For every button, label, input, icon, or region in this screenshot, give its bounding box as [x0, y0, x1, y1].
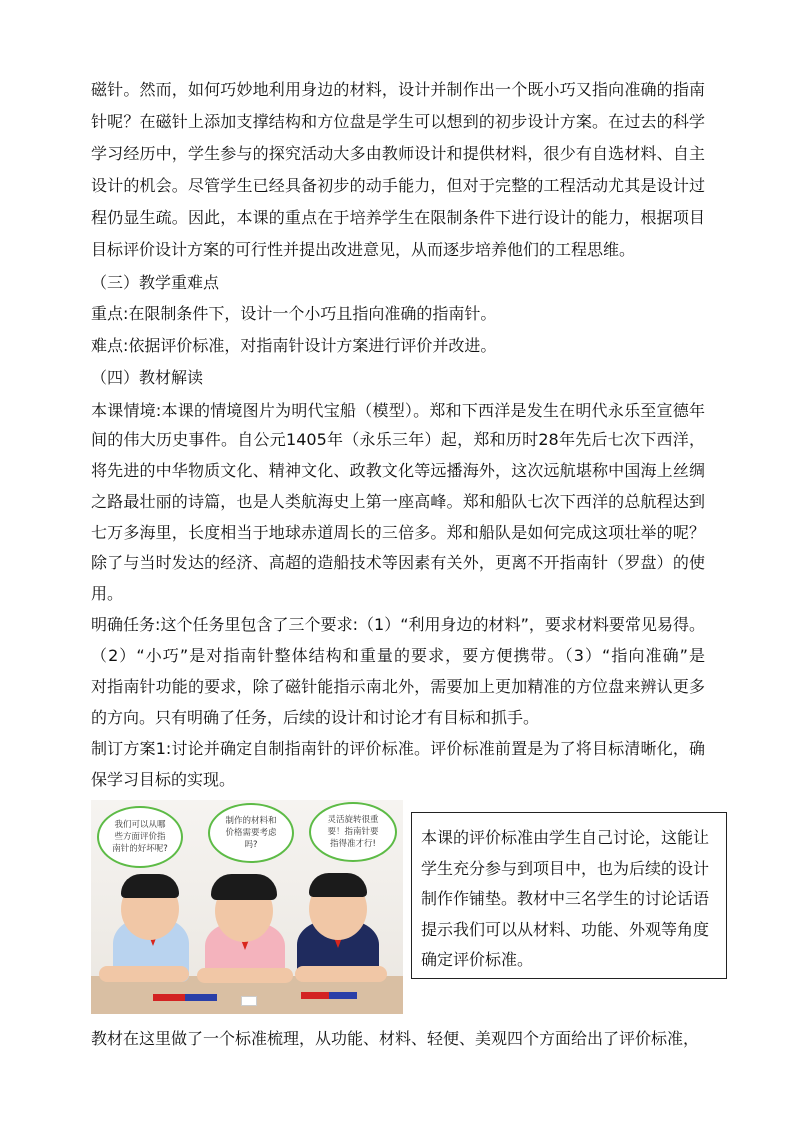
student-right-arm [295, 966, 387, 982]
text-line: 本课情境:本课的情境图片为明代宝船（模型）。郑和下西洋是发生在明代永乐至宣德年 [91, 401, 705, 420]
text-line: （三）教学重难点 [91, 273, 220, 292]
text-line: （四）教材解读 [91, 368, 204, 387]
text-line: 七万多海里，长度相当于地球赤道周长的三倍多。郑和船队是如何完成这项壮举的呢？ [91, 523, 705, 542]
text-line: 针呢？在磁针上添加支撑结构和方位盘是学生可以想到的初步设计方案。在过去的科学 [91, 112, 705, 131]
speech-bubble-right [309, 802, 397, 862]
text-line: 间的伟大历史事件。自公元1405年（永乐三年）起，郑和历时28年先后七次下西洋， [91, 430, 705, 449]
student-left-hair [121, 874, 179, 898]
text-line: 用。 [91, 584, 124, 603]
text-line: 重点:在限制条件下，设计一个小巧且指向准确的指南针。 [91, 304, 497, 323]
student-middle-hair [211, 874, 277, 900]
speech-bubble-middle [208, 803, 294, 863]
text-line: 保学习目标的实现。 [91, 770, 236, 789]
student-left-arm [99, 966, 189, 982]
text-line: 之路最壮丽的诗篇，也是人类航海史上第一座高峰。郑和船队七次下西洋的总航程达到 [91, 492, 705, 511]
annotation-box: 本课的评价标准由学生自己讨论，这能让学生充分参与到项目中，也为后续的设计制作作铺垫。教材中三名学生的讨论话语提示我们可以从材料、功能、外观等角度确定评价标准。 [411, 812, 727, 979]
text-line: 目标评价设计方案的可行性并提出改进意见，从而逐步培养他们的工程思维。 [91, 240, 636, 259]
text-line: 制订方案1:讨论并确定自制指南针的评价标准。评价标准前置是为了将目标清晰化，确 [91, 739, 705, 758]
speech-bubble-left-text: 我们可以从哪些方面评价指南针的好坏呢? [112, 820, 168, 854]
text-line: 将先进的中华物质文化、精神文化、政教文化等远播海外，这次远航堪称中国海上丝绸 [91, 461, 705, 480]
student-right-hair [309, 873, 367, 897]
text-line: 设计的机会。尽管学生已经具备初步的动手能力，但对于完整的工程活动尤其是设计过 [91, 176, 705, 195]
text-line: 难点:依据评价标准，对指南针设计方案进行评价并改进。 [91, 336, 497, 355]
text-line: 明确任务:这个任务里包含了三个要求:（1）“利用身边的材料”，要求材料要常见易得。 [91, 615, 705, 634]
text-line: 学习经历中，学生参与的探究活动大多由教师设计和提供材料，很少有自选材料、自主 [91, 144, 705, 163]
paper-card [241, 996, 257, 1006]
text-line: 除了与当时发达的经济、高超的造船技术等因素有关外，更离不开指南针（罗盘）的使 [91, 553, 705, 572]
text-line: 磁针。然而，如何巧妙地利用身边的材料，设计并制作出一个既小巧又指向准确的指南 [91, 80, 705, 99]
text-line: 对指南针功能的要求，除了磁针能指示南北外，需要加上更加精准的方位盘来辨认更多 [91, 677, 705, 696]
closing-paragraph-line: 教材在这里做了一个标准梳理，从功能、材料、轻便、美观四个方面给出了评价标准， [91, 1029, 700, 1048]
text-line: 的方向。只有明确了任务，后续的设计和讨论才有目标和抓手。 [91, 708, 540, 727]
student-middle-arm [197, 968, 293, 983]
speech-bubble-right-text: 灵活旋转很重要！指南针要指得准才行! [327, 815, 379, 849]
text-line: 程仍显生疏。因此，本课的重点在于培养学生在限制条件下进行设计的能力，根据项目 [91, 208, 705, 227]
text-line: （2）“小巧”是对指南针整体结构和重量的要求，要方便携带。（3）“指向准确”是 [91, 646, 705, 665]
bar-magnet-right [301, 992, 357, 999]
bar-magnet-left [153, 994, 217, 1001]
speech-bubble-left [97, 806, 183, 868]
speech-bubble-middle-text: 制作的材料和价格需要考虑吗? [225, 816, 277, 850]
classroom-illustration [91, 800, 403, 1014]
